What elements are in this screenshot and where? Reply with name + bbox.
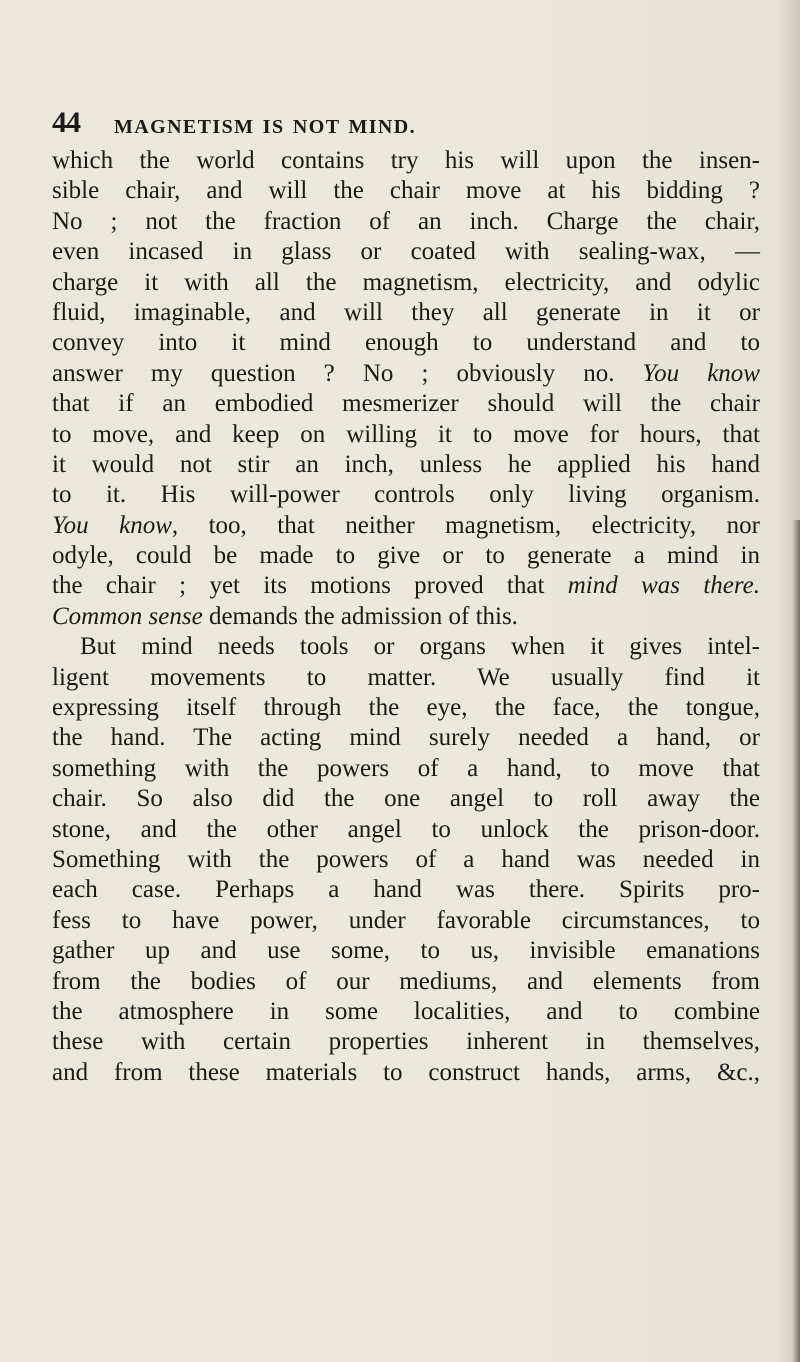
text-line bbox=[52, 723, 760, 753]
text-line bbox=[52, 1027, 760, 1057]
text-run: charge it with all the magnetism, electricity, and odylic bbox=[52, 268, 760, 296]
text-line bbox=[52, 997, 760, 1027]
text-run: it would not stir an inch, unless he applied his hand bbox=[52, 450, 760, 478]
running-head: MAGNETISM IS NOT MIND. bbox=[114, 116, 417, 138]
text-run: from the bodies of our mediums, and elements from bbox=[52, 967, 760, 995]
italic-text: Common sense bbox=[52, 602, 203, 630]
text-run: stone, and the other angel to unlock the prison-door. bbox=[52, 815, 760, 843]
text-line bbox=[52, 541, 760, 571]
page-edge-shadow bbox=[792, 520, 800, 1362]
text-line bbox=[52, 663, 760, 693]
text-run: No ; not the fraction of an inch. Charge the chair, bbox=[52, 207, 760, 235]
italic-text: You know bbox=[642, 359, 760, 387]
text-line bbox=[52, 450, 760, 480]
text-line bbox=[52, 420, 760, 450]
text-line bbox=[52, 754, 760, 784]
text-line bbox=[52, 967, 760, 997]
text-run: the atmosphere in some localities, and to combine bbox=[52, 997, 760, 1025]
text-run: that if an embodied mesmerizer should will the chair bbox=[52, 390, 760, 418]
text-line bbox=[52, 602, 760, 632]
text-line bbox=[52, 298, 760, 328]
text-line bbox=[52, 693, 760, 723]
page-header bbox=[52, 106, 752, 148]
text-run: chair. So also did the one angel to roll away the bbox=[52, 785, 760, 813]
text-run: even incased in glass or coated with sealing-wax, — bbox=[52, 238, 760, 266]
text-run: convey into it mind enough to understand and to bbox=[52, 329, 760, 357]
text-line bbox=[52, 389, 760, 419]
text-line bbox=[52, 571, 760, 601]
text-run: Something with the powers of a hand was needed in bbox=[52, 845, 760, 873]
text-line bbox=[52, 845, 760, 875]
text-line bbox=[52, 268, 760, 298]
text-line bbox=[52, 936, 760, 966]
text-run: demands the admission of this. bbox=[202, 602, 518, 630]
text-line bbox=[52, 1058, 760, 1088]
text-run: fluid, imaginable, and will they all generate in it or bbox=[52, 298, 760, 326]
text-run: ligent movements to matter. We usually find it bbox=[52, 663, 760, 691]
text-run: the chair ; yet its motions proved that bbox=[52, 572, 568, 600]
text-run: these with certain properties inherent in themselves, bbox=[52, 1028, 760, 1056]
text-line bbox=[52, 480, 760, 510]
text-run: the hand. The acting mind surely needed a hand, or bbox=[52, 724, 760, 752]
italic-text: mind was there. bbox=[567, 572, 761, 600]
text-line bbox=[52, 359, 760, 389]
text-run: and from these materials to construct hands, arms, &c., bbox=[52, 1058, 760, 1086]
text-run: odyle, could be made to give or to generate a mind in bbox=[52, 542, 760, 570]
text-line bbox=[52, 906, 760, 936]
text-run: to it. His will-power controls only living organism. bbox=[52, 481, 760, 509]
text-run: expressing itself through the eye, the face, the tongue, bbox=[52, 694, 760, 722]
page-number: 44 bbox=[52, 106, 80, 139]
text-run: each case. Perhaps a hand was there. Spirits pro- bbox=[52, 876, 760, 904]
text-run: gather up and use some, to us, invisible emanations bbox=[52, 937, 760, 965]
text-run: , too, that neither magnetism, electricity, nor bbox=[171, 511, 760, 539]
text-run: fess to have power, under favorable circumstances, to bbox=[52, 906, 760, 934]
text-run: answer my question ? No ; obviously no. bbox=[52, 359, 643, 387]
text-line bbox=[52, 784, 760, 814]
text-run: something with the powers of a hand, to move that bbox=[52, 754, 760, 782]
text-line bbox=[52, 815, 760, 845]
body-text bbox=[52, 146, 760, 1088]
text-run: to move, and keep on willing it to move for hours, that bbox=[52, 420, 760, 448]
text-line bbox=[52, 328, 760, 358]
text-run: sible chair, and will the chair move at his bidding ? bbox=[52, 177, 760, 205]
text-line bbox=[52, 511, 760, 541]
text-line bbox=[52, 632, 760, 662]
text-run: which the world contains try his will upon the insen- bbox=[52, 147, 760, 174]
text-line bbox=[52, 237, 760, 267]
text-line bbox=[52, 875, 760, 905]
text-line bbox=[52, 176, 760, 206]
text-line bbox=[52, 146, 760, 176]
italic-text: You know bbox=[52, 511, 172, 539]
text-run: But mind needs tools or organs when it gives intel- bbox=[80, 633, 760, 661]
text-line bbox=[52, 207, 760, 237]
